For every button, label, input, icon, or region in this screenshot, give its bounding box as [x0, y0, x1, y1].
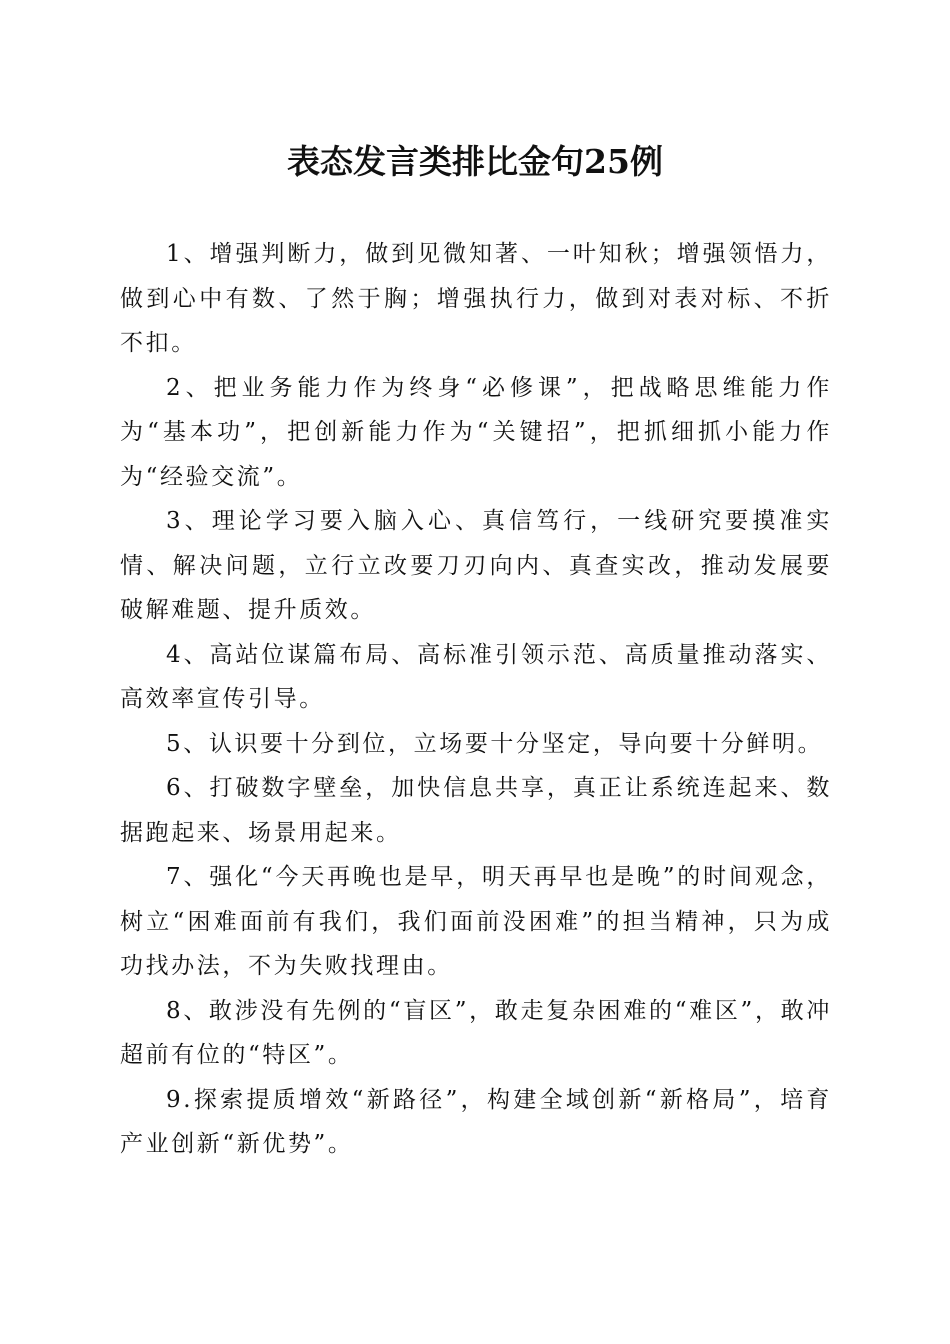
paragraph-3: 3、理论学习要入脑入心、真信笃行，一线研究要摸准实情、解决问题，立行立改要刀刃向内、真查实改，推动发展要破解难题、提升质效。 [120, 508, 832, 623]
paragraph-5: 5、认识要十分到位，立场要十分坚定，导向要十分鲜明。 [166, 730, 824, 757]
paragraph-7: 7、强化“今天再晚也是早，明天再早也是晚”的时间观念，树立“困难面前有我们，我们面前没困难”的担当精神，只为成功找办法，不为失败找理由。 [120, 864, 832, 979]
paragraph-6: 6、打破数字壁垒，加快信息共享，真正让系统连起来、数据跑起来、场景用起来。 [120, 775, 832, 846]
paragraph-8: 8、敢涉没有先例的“盲区”，敢走复杂困难的“难区”，敢冲超前有位的“特区”。 [120, 997, 832, 1068]
document-body [120, 232, 832, 1167]
paragraph-2: 2、把业务能力作为终身“必修课”，把战略思维能力作为“基本功”，把创新能力作为“关键招”，把抓细抓小能力作为“经验交流”。 [120, 374, 832, 490]
paragraph-1: 1、增强判断力，做到见微知著、一叶知秋；增强领悟力，做到心中有数、了然于胸；增强执行力，做到对表对标、不折不扣。 [120, 241, 832, 356]
document-title: 表态发言类排比金句25例 [287, 142, 663, 181]
paragraph-4: 4、高站位谋篇布局、高标准引领示范、高质量推动落实、高效率宣传引导。 [120, 641, 832, 712]
paragraph-9: 9.探索提质增效“新路径”，构建全域创新“新格局”，培育产业创新“新优势”。 [120, 1086, 832, 1157]
